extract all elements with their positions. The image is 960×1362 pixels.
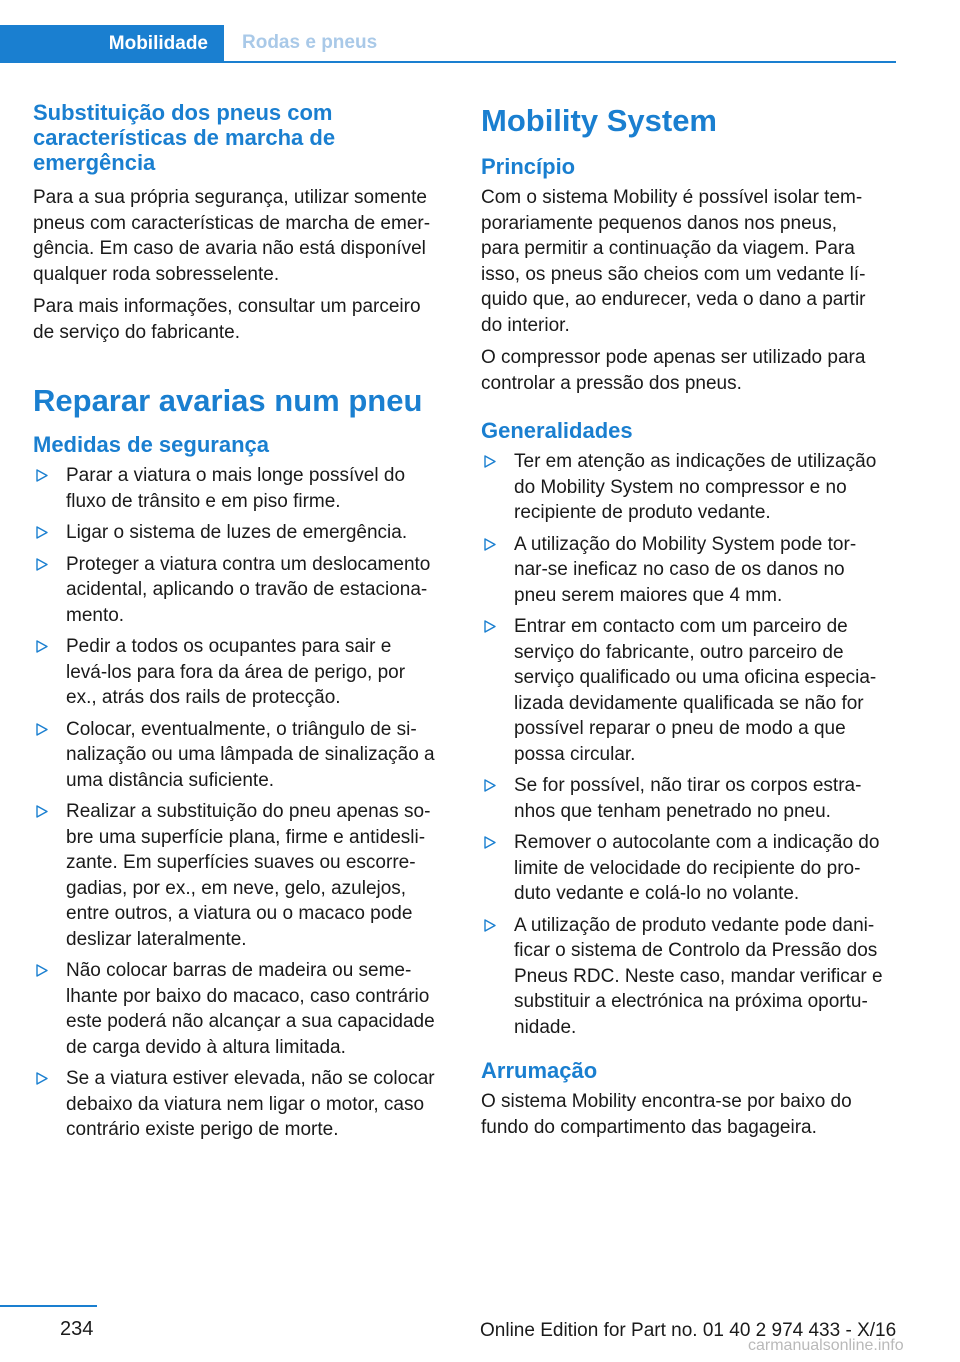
list-item-line: Remover o autocolante com a indicação do xyxy=(514,832,880,853)
text-line: controlar a pressão dos pneus. xyxy=(481,372,742,394)
list-item xyxy=(481,449,899,526)
triangle-right-outline-icon xyxy=(482,614,498,639)
list-item-line: Realizar a substituição do pneu apenas so‐ xyxy=(66,801,431,822)
list-item-line: do Mobility System no compressor e no xyxy=(514,476,847,498)
list-item xyxy=(481,913,899,1041)
text-line: O sistema Mobility encontra-se por baixo do xyxy=(481,1091,852,1112)
storage-paragraph xyxy=(481,1089,899,1140)
list-item-line: A utilização de produto vedante pode dani‐ xyxy=(514,914,875,936)
triangle-right-outline-icon xyxy=(34,520,50,545)
mobility-title: Mobility System xyxy=(481,103,717,138)
principle-paragraph-2 xyxy=(481,345,899,396)
list-item-line: ex., atrás dos rails de protecção. xyxy=(66,687,341,708)
list-item-line: entre outros, a viatura ou o macaco pode xyxy=(66,903,413,924)
list-item-line: deslizar lateralmente. xyxy=(66,928,247,950)
header-section-label: Mobilidade xyxy=(108,33,208,54)
list-item-line: Colocar, eventualmente, o triângulo de si‐ xyxy=(66,718,417,740)
list-item-line: uma distância suficiente. xyxy=(66,769,275,791)
list-item-line: mento. xyxy=(66,604,125,626)
page-number: 234 xyxy=(60,1318,94,1340)
list-item-line: Ter em atenção as indicações de utilização xyxy=(514,451,877,472)
list-item-line: Parar a viatura o mais longe possível do xyxy=(66,465,406,486)
text-line: O compressor pode apenas ser utilizado para xyxy=(481,347,866,368)
list-item-line: este poderá não alcançar a sua capacidade xyxy=(66,1011,435,1032)
list-item-line: possível reparar o pneu de modo a que xyxy=(514,718,846,739)
list-item-line: levá-los para fora da área de perigo, por xyxy=(66,661,406,683)
edition-note: Online Edition for Part no. 01 40 2 974 433 - X/16 xyxy=(480,1320,897,1341)
list-item-line: possa circular. xyxy=(514,743,636,765)
list-item xyxy=(33,552,451,629)
text-line: gência. Em caso de avaria não está disponível xyxy=(33,238,426,259)
right-column xyxy=(481,100,899,1140)
subst-title-line-2: características de marcha de xyxy=(33,125,336,150)
list-item-line: lhante por baixo do macaco, caso contrário xyxy=(66,985,430,1007)
triangle-right-outline-icon xyxy=(34,634,50,659)
triangle-right-outline-icon xyxy=(34,799,50,824)
triangle-right-outline-icon xyxy=(482,449,498,474)
general-title: Generalidades xyxy=(481,418,633,443)
list-item-line: de carga devido à altura limitada. xyxy=(66,1036,346,1058)
list-item-line: Pneus RDC. Neste caso, mandar verificar e xyxy=(514,965,883,987)
watermark: carmanualsonline.info xyxy=(748,1337,904,1354)
list-item xyxy=(33,799,451,952)
text-line: isso, os pneus são cheios com um vedante lí‐ xyxy=(481,263,866,285)
list-item-line: substituir a electrónica na próxima oportu‐ xyxy=(514,991,868,1012)
list-item-line: ficar o sistema de Controlo da Pressão dos xyxy=(514,940,878,961)
list-item-line: nar-se ineficaz no caso de os danos no xyxy=(514,559,845,580)
repair-title: Reparar avarias num pneu xyxy=(33,383,423,418)
subst-paragraph-2 xyxy=(33,294,451,345)
list-item-line: duto vedante e colá-lo no volante. xyxy=(514,883,800,904)
text-line: para permitir a continuação da viagem. Para xyxy=(481,238,855,259)
list-item-line: debaixo da viatura nem ligar o motor, caso xyxy=(66,1093,425,1115)
triangle-right-outline-icon xyxy=(482,913,498,938)
header-tab-mobilidade xyxy=(0,25,224,63)
list-item-line: Não colocar barras de madeira ou seme‐ xyxy=(66,960,412,981)
general-list xyxy=(481,449,899,1040)
list-item-line: Se for possível, não tirar os corpos estra‐ xyxy=(514,775,862,796)
list-item-line: nalização ou uma lâmpada de sinalização a xyxy=(66,744,435,765)
text-line: Para a sua própria segurança, utilizar somente xyxy=(33,187,427,208)
list-item-line: A utilização do Mobility System pode tor‐ xyxy=(514,533,857,555)
list-item xyxy=(481,773,899,824)
triangle-right-outline-icon xyxy=(482,773,498,798)
triangle-right-outline-icon xyxy=(482,830,498,855)
header-rule xyxy=(0,61,896,63)
list-item-line: nhos que tenham penetrado no pneu. xyxy=(514,800,831,822)
list-item xyxy=(481,830,899,907)
list-item-line: Entrar em contacto com um parceiro de xyxy=(514,616,848,637)
text-line: porariamente pequenos danos nos pneus, xyxy=(481,212,837,234)
text-line: pneus com características de marcha de emer‐ xyxy=(33,212,431,234)
list-item-line: contrário existe perigo de morte. xyxy=(66,1119,339,1140)
triangle-right-outline-icon xyxy=(34,552,50,577)
subst-paragraph-1 xyxy=(33,185,451,287)
footer-rule xyxy=(0,1305,97,1307)
safety-list xyxy=(33,463,451,1143)
triangle-right-outline-icon xyxy=(34,958,50,983)
text-line: quido que, ao endurecer, veda o dano a partir xyxy=(481,289,866,310)
text-line: de serviço do fabricante. xyxy=(33,321,241,343)
list-item xyxy=(481,532,899,609)
text-line: fundo do compartimento das bagageira. xyxy=(481,1116,817,1138)
subst-title xyxy=(33,100,451,175)
subst-title-line-1: Substituição dos pneus com xyxy=(33,100,333,125)
list-item-line: lizada devidamente qualificada se não for xyxy=(514,692,864,714)
list-item xyxy=(33,634,451,711)
list-item-line: Proteger a viatura contra um deslocamento xyxy=(66,553,431,575)
list-item-line: Se a viatura estiver elevada, não se colocar xyxy=(66,1068,435,1089)
list-item-line: zante. Em superfícies suaves ou escorre‐ xyxy=(66,852,416,873)
safety-title: Medidas de segurança xyxy=(33,432,269,457)
storage-title: Arrumação xyxy=(481,1058,598,1083)
header-tab-rodas-e-pneus xyxy=(242,25,377,61)
list-item-line: Ligar o sistema de luzes de emergência. xyxy=(66,522,408,543)
list-item-line: recipiente de produto vedante. xyxy=(514,502,771,523)
list-item-line: Pedir a todos os ocupantes para sair e xyxy=(66,636,392,657)
list-item-line: pneu serem maiores que 4 mm. xyxy=(514,584,783,606)
triangle-right-outline-icon xyxy=(482,532,498,557)
list-item xyxy=(33,463,451,514)
list-item xyxy=(33,520,451,546)
text-line: qualquer roda sobresselente. xyxy=(33,263,280,285)
header-subsection-label: Rodas e pneus xyxy=(242,32,378,53)
triangle-right-outline-icon xyxy=(34,1066,50,1091)
list-item-line: bre uma superfície plana, firme e antidesli‐ xyxy=(66,826,426,848)
principle-paragraph-1 xyxy=(481,185,899,338)
list-item-line: serviço qualificado ou uma oficina especia‐ xyxy=(514,667,877,688)
text-line: Para mais informações, consultar um parceiro xyxy=(33,296,421,317)
list-item xyxy=(33,958,451,1060)
list-item xyxy=(33,717,451,794)
list-item-line: gadias, por ex., em neve, gelo, azulejos, xyxy=(66,877,407,899)
left-column xyxy=(33,100,451,1143)
principle-title: Princípio xyxy=(481,154,576,179)
list-item xyxy=(481,614,899,767)
list-item-line: limite de velocidade do recipiente do pro‐ xyxy=(514,857,861,879)
triangle-right-outline-icon xyxy=(34,463,50,488)
list-item-line: fluxo de trânsito e em piso firme. xyxy=(66,490,341,512)
text-line: do interior. xyxy=(481,314,570,336)
list-item xyxy=(33,1066,451,1143)
text-line: Com o sistema Mobility é possível isolar tem‐ xyxy=(481,187,863,208)
triangle-right-outline-icon xyxy=(34,717,50,742)
subst-title-line-3: emergência xyxy=(33,150,156,175)
list-item-line: nidade. xyxy=(514,1016,577,1038)
list-item-line: serviço do fabricante, outro parceiro de xyxy=(514,641,844,663)
list-item-line: acidental, aplicando o travão de estaciona‐ xyxy=(66,579,428,600)
